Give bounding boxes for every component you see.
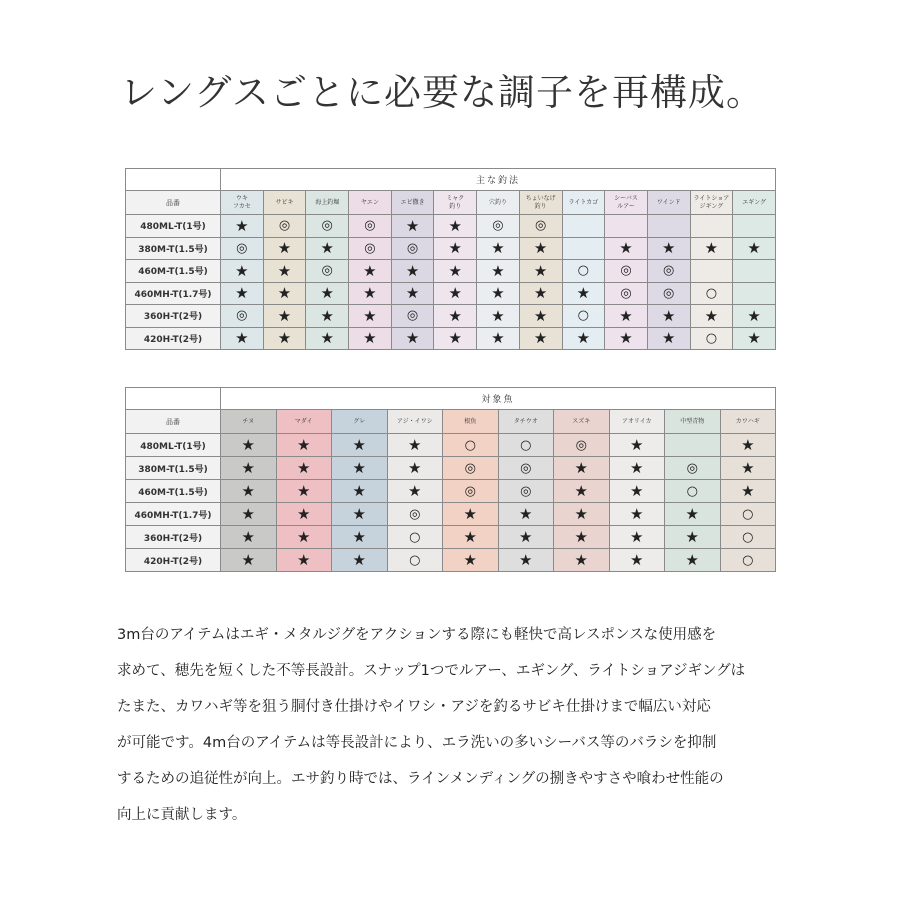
- rating-cell: ★: [690, 237, 733, 260]
- rating-cell: ★: [306, 237, 349, 260]
- rating-cell: ○: [498, 434, 554, 457]
- rating-cell: ★: [498, 549, 554, 572]
- table-row: [126, 237, 776, 260]
- column-header: 根魚: [443, 410, 499, 434]
- table-row: [126, 305, 776, 328]
- rating-cell: ◎: [647, 282, 690, 305]
- rating-cell: ○: [443, 434, 499, 457]
- rating-cell: ★: [332, 434, 388, 457]
- rating-cell: ★: [434, 215, 477, 238]
- rating-cell: ○: [387, 549, 443, 572]
- column-header: カワハギ: [720, 410, 776, 434]
- rating-cell: ★: [690, 305, 733, 328]
- rating-cell: ○: [690, 282, 733, 305]
- rating-cell: ★: [443, 526, 499, 549]
- rating-cell: ★: [733, 305, 776, 328]
- rating-cell: ★: [498, 503, 554, 526]
- rating-cell: ★: [221, 503, 277, 526]
- rating-cell: [733, 260, 776, 283]
- rating-cell: ★: [276, 434, 332, 457]
- rating-cell: ★: [562, 327, 605, 350]
- rating-cell: ★: [306, 327, 349, 350]
- rating-cell: ★: [276, 480, 332, 503]
- rating-cell: ★: [519, 282, 562, 305]
- rating-cell: ★: [477, 305, 520, 328]
- rating-cell: ★: [332, 480, 388, 503]
- row-label: 420H-T(2号): [126, 549, 221, 572]
- rating-cell: ○: [720, 503, 776, 526]
- rating-cell: ★: [605, 305, 648, 328]
- rating-cell: ★: [221, 282, 264, 305]
- rating-cell: [690, 260, 733, 283]
- rating-cell: [733, 215, 776, 238]
- row-label: 360H-T(2号): [126, 526, 221, 549]
- rating-cell: ★: [387, 480, 443, 503]
- rating-cell: ★: [391, 327, 434, 350]
- rating-cell: ◎: [387, 503, 443, 526]
- row-label: 460MH-T(1.7号): [126, 282, 221, 305]
- rating-cell: ◎: [498, 457, 554, 480]
- rating-cell: ★: [221, 549, 277, 572]
- rating-cell: ★: [477, 327, 520, 350]
- table-row: [126, 480, 776, 503]
- rating-cell: ★: [387, 457, 443, 480]
- rating-cell: ★: [434, 282, 477, 305]
- row-header-label: 品番: [126, 410, 221, 434]
- rating-cell: ○: [562, 260, 605, 283]
- rating-cell: [562, 215, 605, 238]
- rating-cell: ★: [609, 434, 665, 457]
- rating-cell: ★: [332, 526, 388, 549]
- rating-cell: ★: [276, 503, 332, 526]
- paragraph-line: 向上に貢献します。: [117, 807, 247, 823]
- rating-cell: ★: [221, 480, 277, 503]
- rating-cell: ★: [221, 434, 277, 457]
- rating-cell: ★: [733, 237, 776, 260]
- column-header: グレ: [332, 410, 388, 434]
- rating-cell: ★: [221, 457, 277, 480]
- rating-cell: ★: [276, 457, 332, 480]
- rating-cell: ◎: [349, 215, 392, 238]
- rating-cell: ★: [498, 526, 554, 549]
- rating-cell: ★: [263, 237, 306, 260]
- rating-cell: ★: [443, 549, 499, 572]
- rating-cell: ★: [605, 327, 648, 350]
- rating-cell: ◎: [306, 260, 349, 283]
- target-fish-table: [125, 387, 776, 572]
- rating-cell: ★: [519, 305, 562, 328]
- column-header: ライトカゴ: [562, 191, 605, 215]
- rating-cell: ◎: [647, 260, 690, 283]
- column-header: サビキ: [263, 191, 306, 215]
- table-row: [126, 526, 776, 549]
- paragraph-line: が可能です。4m台のアイテムは等長設計により、エラ洗いの多いシーバス等のバラシを抑制: [117, 735, 717, 751]
- rating-cell: ★: [434, 260, 477, 283]
- rating-cell: ★: [263, 305, 306, 328]
- rating-cell: ★: [720, 434, 776, 457]
- rating-cell: ★: [733, 327, 776, 350]
- rating-cell: [562, 237, 605, 260]
- description-paragraph: [117, 617, 782, 833]
- row-label: 460MH-T(1.7号): [126, 503, 221, 526]
- column-header: チヌ: [221, 410, 277, 434]
- rating-cell: ◎: [263, 215, 306, 238]
- rating-cell: ◎: [306, 215, 349, 238]
- rating-cell: ◎: [605, 282, 648, 305]
- row-label: 460M-T(1.5号): [126, 260, 221, 283]
- fishing-method-table: [125, 168, 776, 350]
- rating-cell: ★: [443, 503, 499, 526]
- rating-cell: ◎: [498, 480, 554, 503]
- rating-cell: ◎: [665, 457, 721, 480]
- paragraph-line: たまた、カワハギ等を狙う胴付き仕掛けやイワシ・アジを釣るサビキ仕掛けまで幅広い対応: [117, 699, 711, 715]
- rating-cell: ◎: [477, 215, 520, 238]
- table-corner: [126, 388, 221, 410]
- table-group-title: 対象魚: [221, 388, 776, 410]
- rating-cell: ○: [665, 480, 721, 503]
- column-header: アジ・イワシ: [387, 410, 443, 434]
- rating-cell: ★: [605, 237, 648, 260]
- column-header: マダイ: [276, 410, 332, 434]
- row-label: 380M-T(1.5号): [126, 237, 221, 260]
- table-row: [126, 503, 776, 526]
- rating-cell: ★: [554, 526, 610, 549]
- rating-cell: ◎: [443, 480, 499, 503]
- column-header: アオリイカ: [609, 410, 665, 434]
- column-header: ライトショア ジギング: [690, 191, 733, 215]
- rating-cell: ★: [263, 260, 306, 283]
- rating-cell: [733, 282, 776, 305]
- table-row: [126, 260, 776, 283]
- rating-cell: ★: [554, 480, 610, 503]
- rating-cell: ★: [391, 260, 434, 283]
- rating-cell: ★: [221, 260, 264, 283]
- rating-cell: ◎: [391, 305, 434, 328]
- rating-cell: [665, 434, 721, 457]
- row-label: 480ML-T(1号): [126, 215, 221, 238]
- rating-cell: ★: [332, 457, 388, 480]
- column-header: タチウオ: [498, 410, 554, 434]
- rating-cell: ◎: [391, 237, 434, 260]
- column-header: シーバス ルアー: [605, 191, 648, 215]
- column-header: 海上釣堀: [306, 191, 349, 215]
- column-header: エビ撒き: [391, 191, 434, 215]
- rating-cell: ★: [554, 457, 610, 480]
- rating-cell: ★: [647, 305, 690, 328]
- row-label: 380M-T(1.5号): [126, 457, 221, 480]
- rating-cell: ★: [609, 480, 665, 503]
- rating-cell: ★: [391, 282, 434, 305]
- rating-cell: ★: [665, 549, 721, 572]
- rating-cell: ★: [477, 237, 520, 260]
- row-label: 420H-T(2号): [126, 327, 221, 350]
- rating-cell: [690, 215, 733, 238]
- rating-cell: ★: [562, 282, 605, 305]
- row-label: 480ML-T(1号): [126, 434, 221, 457]
- rating-cell: ★: [720, 457, 776, 480]
- rating-cell: ★: [554, 503, 610, 526]
- rating-cell: ★: [276, 526, 332, 549]
- column-header: ウキ フカセ: [221, 191, 264, 215]
- rating-cell: ○: [387, 526, 443, 549]
- rating-cell: ○: [720, 549, 776, 572]
- rating-cell: ★: [609, 503, 665, 526]
- column-header: 穴釣り: [477, 191, 520, 215]
- rating-cell: ★: [349, 282, 392, 305]
- column-header: ヤエン: [349, 191, 392, 215]
- rating-cell: ◎: [519, 215, 562, 238]
- column-header: ちょいなげ 釣り: [519, 191, 562, 215]
- rating-cell: ★: [332, 503, 388, 526]
- rating-cell: [647, 215, 690, 238]
- table-group-title: 主な釣法: [221, 169, 776, 191]
- rating-cell: ★: [349, 327, 392, 350]
- table-row: [126, 282, 776, 305]
- page-headline: レングスごとに必要な調子を再構成。: [120, 71, 764, 114]
- table-corner: [126, 169, 221, 191]
- rating-cell: ★: [519, 237, 562, 260]
- rating-cell: ★: [434, 305, 477, 328]
- rating-cell: ◎: [605, 260, 648, 283]
- rating-cell: ★: [519, 327, 562, 350]
- row-label: 460M-T(1.5号): [126, 480, 221, 503]
- rating-cell: ★: [434, 327, 477, 350]
- rating-cell: ★: [647, 327, 690, 350]
- column-header: スズキ: [554, 410, 610, 434]
- paragraph-line: するための追従性が向上。エサ釣り時では、ラインメンディングの捌きやすさや喰わせ性能の: [117, 771, 724, 787]
- rating-cell: ★: [349, 305, 392, 328]
- rating-cell: ★: [647, 237, 690, 260]
- column-header: ワインド: [647, 191, 690, 215]
- rating-cell: ★: [263, 282, 306, 305]
- rating-cell: ○: [720, 526, 776, 549]
- column-header: 中型青物: [665, 410, 721, 434]
- rating-cell: ○: [690, 327, 733, 350]
- rating-cell: ★: [554, 549, 610, 572]
- rating-cell: ★: [306, 305, 349, 328]
- rating-cell: ★: [609, 457, 665, 480]
- rating-cell: [605, 215, 648, 238]
- rating-cell: ★: [221, 327, 264, 350]
- rating-cell: ◎: [221, 305, 264, 328]
- rating-cell: ★: [477, 260, 520, 283]
- table-row: [126, 215, 776, 238]
- rating-cell: ◎: [443, 457, 499, 480]
- rating-cell: ★: [221, 215, 264, 238]
- table-row: [126, 549, 776, 572]
- table-row: [126, 327, 776, 350]
- rating-cell: ★: [665, 526, 721, 549]
- paragraph-line: 求めて、穂先を短くした不等長設計。スナップ1つでルアー、エギング、ライトショアジギングは: [117, 663, 746, 679]
- rating-cell: ★: [391, 215, 434, 238]
- column-header: ミャク 釣り: [434, 191, 477, 215]
- paragraph-line: 3m台のアイテムはエギ・メタルジグをアクションする際にも軽快で高レスポンスな使用感を: [117, 627, 717, 643]
- rating-cell: ★: [276, 549, 332, 572]
- rating-cell: ★: [519, 260, 562, 283]
- rating-cell: ○: [562, 305, 605, 328]
- rating-cell: ★: [332, 549, 388, 572]
- table-row: [126, 434, 776, 457]
- rating-cell: ★: [665, 503, 721, 526]
- rating-cell: ◎: [554, 434, 610, 457]
- rating-cell: ★: [609, 549, 665, 572]
- rating-cell: ◎: [349, 237, 392, 260]
- rating-cell: ★: [609, 526, 665, 549]
- rating-cell: ★: [263, 327, 306, 350]
- rating-cell: ★: [720, 480, 776, 503]
- rating-cell: ◎: [221, 237, 264, 260]
- table-row: [126, 457, 776, 480]
- row-header-label: 品番: [126, 191, 221, 215]
- rating-cell: ★: [306, 282, 349, 305]
- row-label: 360H-T(2号): [126, 305, 221, 328]
- rating-cell: ★: [221, 526, 277, 549]
- rating-cell: ★: [434, 237, 477, 260]
- rating-cell: ★: [477, 282, 520, 305]
- column-header: エギング: [733, 191, 776, 215]
- rating-cell: ★: [349, 260, 392, 283]
- rating-cell: ★: [387, 434, 443, 457]
